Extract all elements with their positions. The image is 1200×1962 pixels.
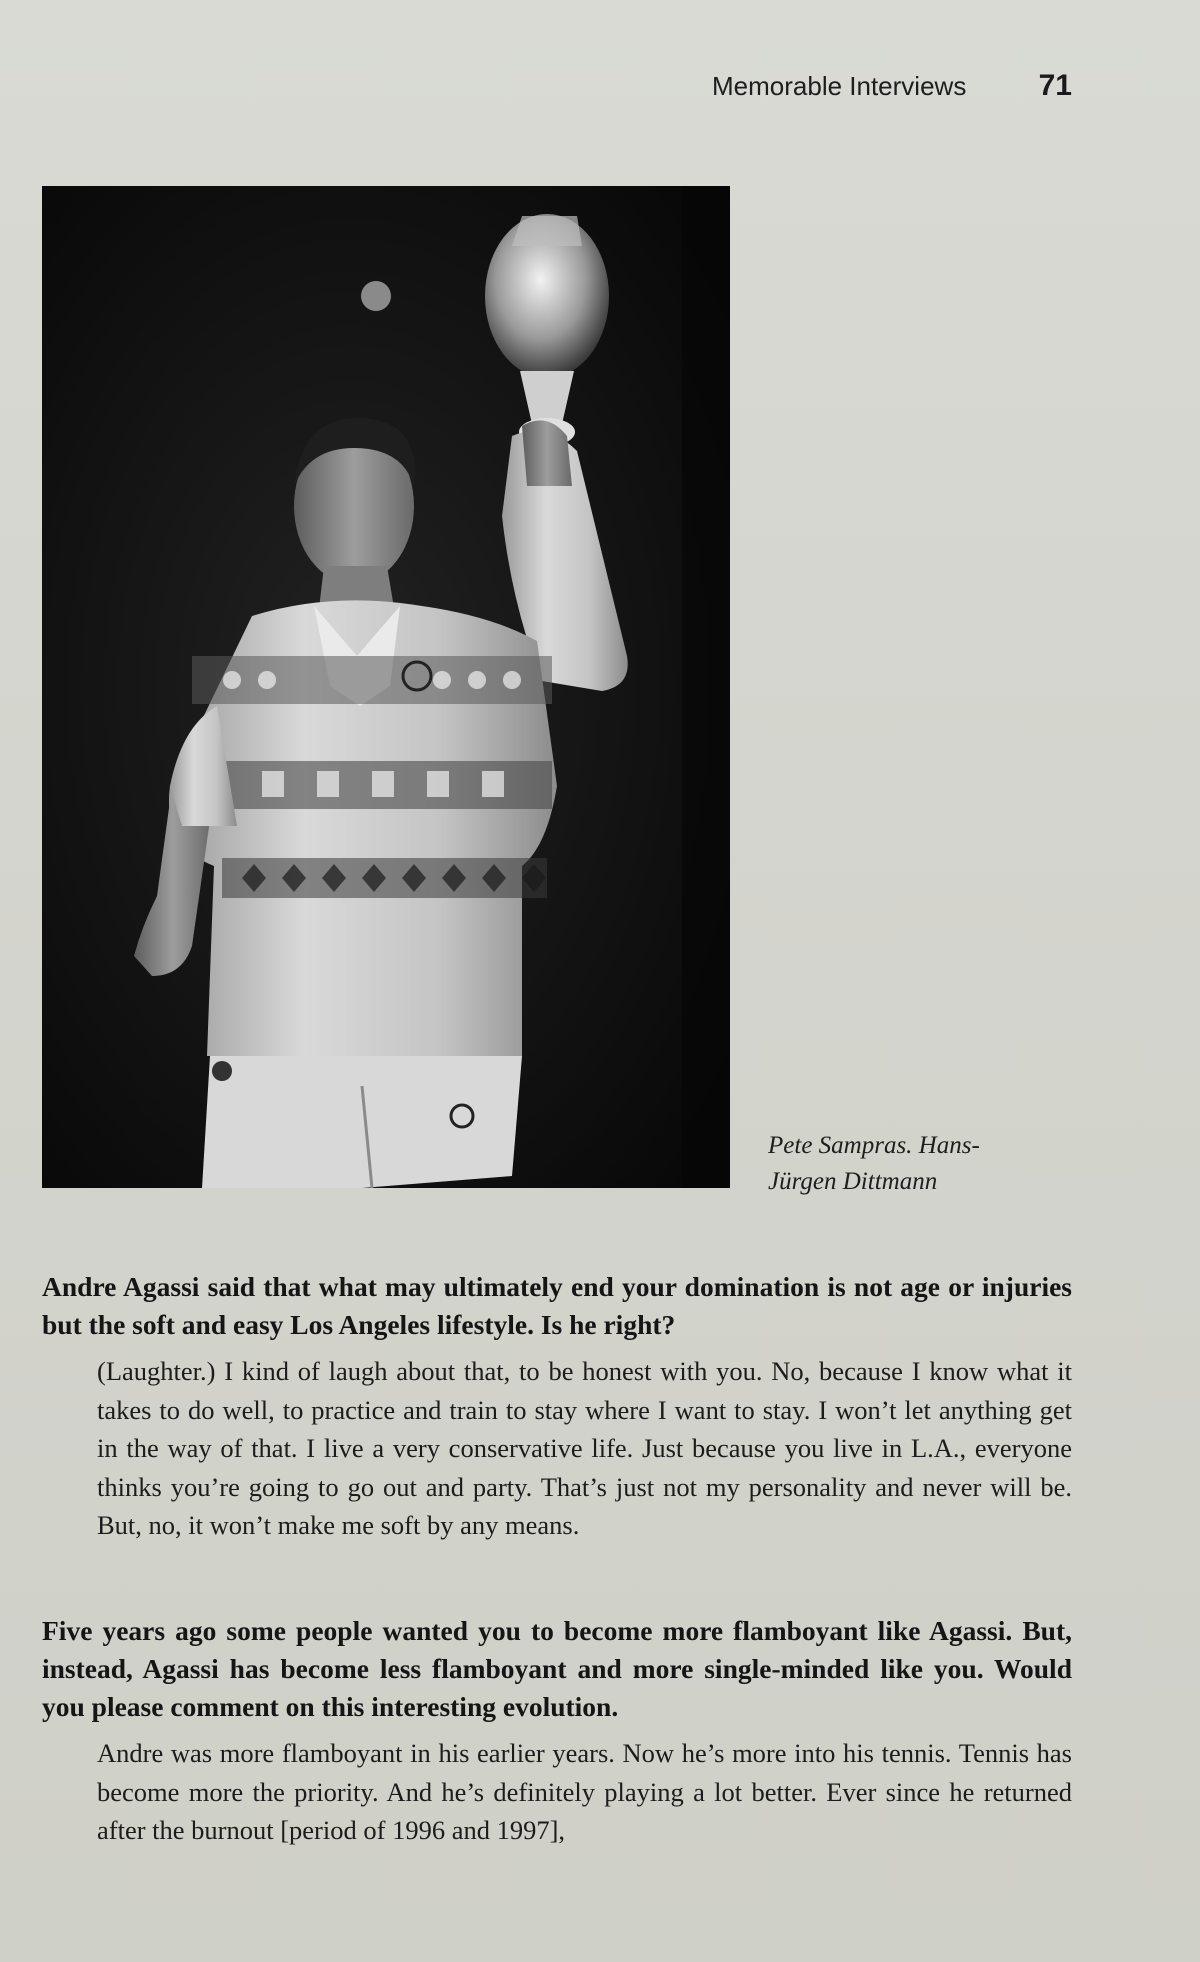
interview-question: Five years ago some people wanted you to become more flamboyant like Agassi. But, instead, Agassi has become less flamboyant and more single-minded like you. Would you please comment on this interesting evolution. — [42, 1615, 1072, 1722]
interview-question: Andre Agassi said that what may ultimately end your domination is not age or injuries but the soft and easy Los Angeles lifestyle. Is he right? — [42, 1271, 1072, 1340]
page-number: 71 — [1038, 69, 1072, 102]
interview-answer: Andre was more flamboyant in his earlier years. Now he’s more into his tennis. Tennis has become more the priority. And he’s definitely playing a lot better. Ever since he returned after the burnout [period of 1996 and 1997], — [97, 1738, 1072, 1845]
running-head: Memorable Interviews — [712, 70, 967, 101]
page-header — [712, 66, 1072, 106]
qa-block-1 — [42, 1268, 1072, 1545]
caption-line: Jürgen Dittmann — [768, 1168, 938, 1195]
caption-line: Pete Sampras. Hans- — [768, 1132, 980, 1159]
photo-caption — [768, 1128, 1068, 1200]
photo-pete-sampras-trophy — [42, 186, 730, 1188]
interview-answer: (Laughter.) I kind of laugh about that, to be honest with you. No, because I know what it takes to do well, to practice and train to stay where I want to stay. I won’t let anything get in the way of that. I live a very conservative life. Just because you live in L.A., everyone thinks you’re going to go out and party. That’s just not my personality and never will be. But, no, it won’t make me soft by any means. — [97, 1356, 1072, 1540]
qa-block-2 — [42, 1612, 1072, 1850]
